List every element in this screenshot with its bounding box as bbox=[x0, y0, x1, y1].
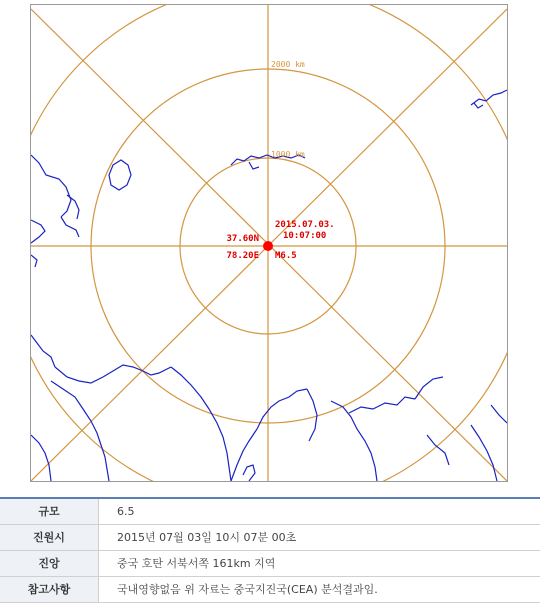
coast-western-4 bbox=[31, 255, 37, 267]
coast-china-east bbox=[415, 377, 443, 399]
coast-myanmar bbox=[307, 389, 317, 441]
coast-northeast-inlet bbox=[474, 103, 483, 108]
coast-taiwan bbox=[491, 405, 507, 423]
coast-western-1 bbox=[31, 155, 71, 217]
info-row-origin-time bbox=[0, 524, 540, 550]
event-longitude-label: 78.20E bbox=[226, 251, 259, 261]
coast-persian-gulf bbox=[31, 335, 55, 367]
info-value-notes: 국내영향없음 위 자료는 중국지진국(CEA) 분석결과임. bbox=[99, 576, 540, 602]
info-value-epicenter: 중국 호탄 서북서쪽 161km 지역 bbox=[99, 550, 540, 576]
coast-western-3 bbox=[31, 220, 45, 243]
event-latitude-label: 37.60N bbox=[226, 234, 259, 244]
info-label-notes: 참고사항 bbox=[0, 576, 99, 602]
coastlines bbox=[31, 90, 507, 481]
info-row-notes bbox=[0, 576, 540, 602]
ring-label-2000km: 2000 km bbox=[271, 60, 305, 69]
earthquake-info-table bbox=[0, 497, 540, 603]
coast-india-west bbox=[171, 367, 231, 481]
info-row-epicenter bbox=[0, 550, 540, 576]
caspian-sea bbox=[109, 160, 131, 190]
event-magnitude-label: M6.5 bbox=[275, 251, 297, 261]
coast-indochina bbox=[331, 401, 377, 481]
coast-arabia-south bbox=[51, 381, 109, 481]
info-value-origin-time: 2015년 07월 03일 10시 07분 00초 bbox=[99, 524, 540, 550]
event-date-label: 2015.07.03. bbox=[275, 220, 335, 230]
event-time-label: 10:07:00 bbox=[283, 231, 327, 241]
coast-western-2 bbox=[61, 217, 79, 237]
info-label-magnitude: 규모 bbox=[0, 498, 99, 524]
epicenter-map bbox=[30, 4, 508, 482]
coast-africa-horn bbox=[31, 435, 51, 481]
ring-label-1000km: 1000 km bbox=[271, 150, 305, 159]
info-value-magnitude: 6.5 bbox=[99, 498, 540, 524]
coast-arctic-bay bbox=[249, 162, 259, 169]
coast-south-china bbox=[349, 397, 415, 413]
info-label-origin-time: 진원시 bbox=[0, 524, 99, 550]
coast-pacific-islands bbox=[471, 425, 497, 481]
info-label-epicenter: 진앙 bbox=[0, 550, 99, 576]
sri-lanka bbox=[243, 465, 255, 481]
info-row-magnitude bbox=[0, 498, 540, 524]
map-canvas bbox=[31, 5, 507, 481]
coast-northeast bbox=[471, 90, 507, 105]
epicenter-marker bbox=[263, 241, 273, 251]
coast-philippines bbox=[427, 435, 449, 465]
